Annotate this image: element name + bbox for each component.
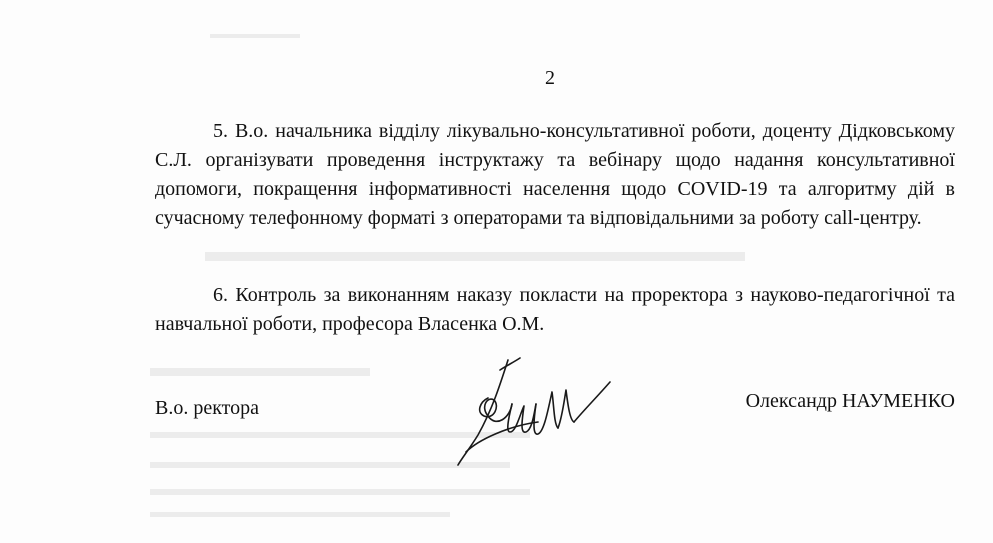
paragraph-item-5: 5. В.о. начальника відділу лікувально-консультативної роботи, доценту Дідковському С.Л. організувати проведення інструктажу та вебінару щодо надання консультативної допомоги, покращення інформативності населення щодо COVID-19 та алгоритму дій в сучасному телефонному форматі з операторами та відповідальними за роботу call-центру.	[155, 120, 956, 229]
handwritten-signature-icon	[448, 340, 618, 480]
page-number: 2	[545, 67, 555, 89]
paragraph-item-6: 6. Контроль за виконанням наказу покласти на проректора з науково-педагогічної та навчальної роботи, професора Власенка О.М.	[155, 284, 955, 335]
signatory-title: В.о. ректора	[155, 397, 260, 419]
signatory-name: Олександр НАУМЕНКО	[745, 390, 955, 412]
